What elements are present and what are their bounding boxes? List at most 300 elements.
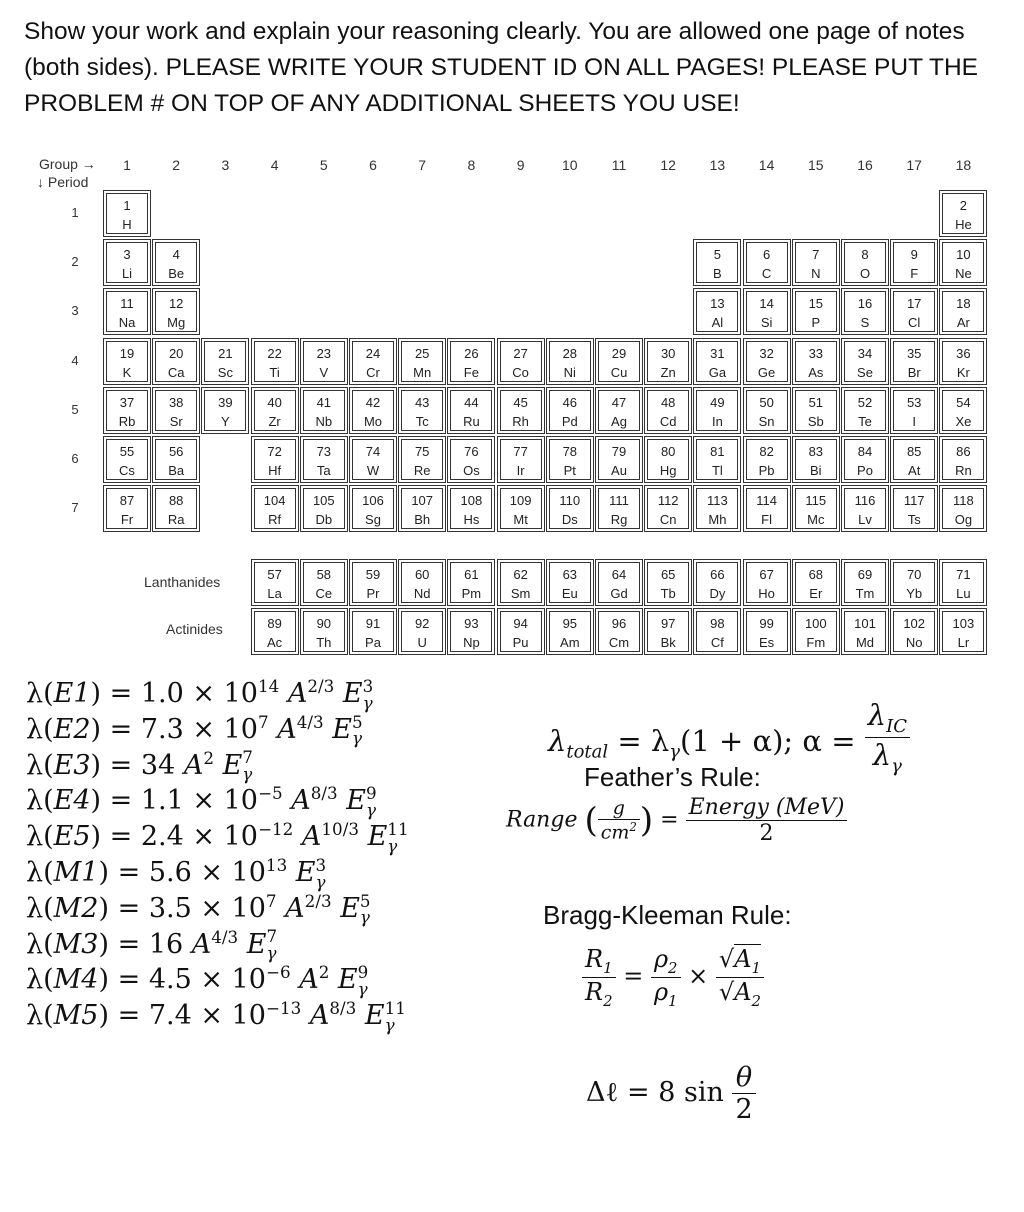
element-cell [598,611,640,652]
rho1-sub: 1 [668,991,678,1010]
element-cell [549,562,591,603]
element-symbol: Pa [365,635,381,650]
element-symbol: Cl [908,315,921,331]
element-cell [450,488,492,529]
r2: R [585,977,604,1006]
atomic-number: 95 [562,616,578,631]
atomic-number: 45 [513,394,528,410]
multipole-label: M1 [53,857,99,888]
element-cell [795,390,837,431]
element-cell [155,390,197,431]
e-power: 9 [365,783,377,804]
element-cell [942,390,984,431]
element-cell [942,488,984,529]
element-cell [746,341,788,382]
atomic-number: 117 [903,493,925,509]
atomic-number: 90 [316,616,332,631]
element-symbol: Sm [510,586,531,601]
group-number: 13 [709,157,726,173]
element-cell [893,341,935,382]
element-symbol: U [417,635,427,650]
transition-rate-eq: $\lambda(M2) = 3.5 \times 10^7$ $A^{2/3}$ E 5 γ [26,890,371,928]
element-symbol: Ca [167,364,185,380]
gamma-sub: γ [669,741,680,763]
atomic-number: 38 [168,394,184,410]
rate-coefficient: 7.3 [140,713,184,745]
element-cell [893,390,935,431]
element-cell [155,341,197,382]
rate-exponent: 7 [265,890,277,911]
element-cell [450,562,492,603]
atomic-number: 40 [267,394,282,410]
period-number: 6 [71,451,79,466]
element-cell [746,611,788,652]
atomic-number: 47 [611,394,627,410]
element-cell [893,562,935,603]
element-symbol: Bi [810,463,822,478]
atomic-number: 8 [861,247,869,263]
atomic-number: 23 [316,345,332,361]
element-cell [598,439,640,480]
element-symbol: H [122,217,132,232]
element-cell [746,439,788,480]
e-power: 3 [315,854,327,875]
bragg-title: Bragg-Kleeman Rule: [543,900,792,930]
element-cell [844,242,886,283]
element-cell [303,611,345,652]
element-cell [696,488,738,529]
element-symbol: Br [907,364,921,380]
element-cell [647,390,689,431]
element-cell [155,439,197,480]
element-symbol: Cs [119,463,135,478]
atomic-number: 19 [119,345,135,361]
group-number: 16 [857,157,873,173]
transition-rate-eq: $\lambda(E1) = 1.0 \times 10^{14}$ $A^{2/3}$ E 3 γ [26,675,374,713]
atomic-number: 36 [956,345,971,361]
element-cell [844,562,886,603]
atomic-number: 76 [464,444,479,459]
element-cell [500,341,542,382]
element-symbol: F [910,266,919,282]
element-cell [352,439,394,480]
transition-rate-eq: $\lambda(M4) = 4.5 \times 10^{-6}$ $A^2$ E 9 γ [26,962,369,999]
element-cell [942,611,984,652]
element-symbol: Be [168,266,185,282]
element-cell [204,390,246,431]
element-cell [254,439,296,480]
element-cell [696,341,738,382]
transition-rate-eq: $\lambda(E4) = 1.1 \times 10^{-5}$ $A^{8/3}$ E 9 γ [26,783,377,820]
element-symbol: Na [118,315,136,331]
atomic-number: 100 [804,616,827,631]
group-number: 15 [808,157,824,173]
rate-coefficient: 1.1 [140,785,184,817]
element-symbol: I [912,413,916,429]
element-symbol: Cr [366,364,380,380]
element-symbol: Bk [660,635,676,650]
multipole-label: E3 [53,749,91,781]
element-symbol: Re [413,463,431,478]
atomic-number: 13 [710,296,725,312]
element-cell [155,291,197,332]
period-number: 4 [71,352,79,368]
element-cell [893,291,935,332]
element-symbol: Mo [363,413,383,429]
group-number: 8 [467,157,476,173]
atomic-number: 77 [513,444,528,459]
atomic-number: 50 [759,394,774,410]
element-cell [942,291,984,332]
element-cell [893,488,935,529]
element-cell [401,390,443,431]
element-cell [155,488,197,529]
g-unit: g [612,797,625,820]
a-power: 2/3 [304,890,332,911]
delta-two: 2 [732,1093,755,1125]
rate-coefficient: 1.0 [140,678,184,709]
a-power: 4/3 [211,926,239,947]
atomic-number: 87 [119,493,135,509]
atomic-number: 102 [903,616,926,631]
element-cell [106,291,148,332]
atomic-number: 89 [267,616,282,631]
sqrt-a-ratio: $\frac{√A_1}{√A_2}$ [716,945,764,1010]
element-cell [303,439,345,480]
element-symbol: Tm [855,586,875,601]
paren-alpha: (1 + α); α = [680,723,856,758]
transition-rate-eq: $\lambda(E2) = 7.3 \times 10^7$ $A^{4/3}$ E 5 γ [26,711,363,749]
element-cell [500,611,542,652]
element-symbol: Sr [169,413,183,429]
element-cell [352,562,394,603]
element-symbol: Ba [168,463,185,478]
element-symbol: Sb [807,413,824,429]
atomic-number: 9 [910,247,918,263]
element-cell [844,291,886,332]
period-number: 1 [71,205,79,220]
element-cell [746,488,788,529]
atomic-number: 6 [762,247,771,263]
element-cell [795,439,837,480]
element-cell [254,390,296,431]
a-power: 2 [203,747,214,768]
element-symbol: Mn [413,364,432,380]
element-cell [746,242,788,283]
element-cell [401,562,443,603]
atomic-number: 31 [710,345,725,361]
element-symbol: Rg [610,512,628,528]
atomic-number: 103 [952,616,975,631]
alpha-fraction [865,698,910,777]
theta: θ [735,1062,753,1093]
atomic-number: 29 [611,345,627,361]
rate-exponent: 7 [257,711,269,732]
a-power: 10/3 [321,819,359,840]
r1: R [585,945,604,973]
element-symbol: Fm [806,635,826,650]
element-symbol: Eu [561,586,578,601]
element-symbol: Mt [513,512,528,528]
element-cell [106,488,148,529]
a-power: 2/3 [307,676,335,696]
rate-exponent: 13 [265,855,288,875]
a2-sub: 2 [751,991,762,1010]
atomic-number: 82 [759,444,774,459]
element-symbol: Lu [956,586,971,601]
element-symbol: Nb [315,413,333,429]
group-number: 5 [319,157,328,173]
atomic-number: 43 [414,394,430,410]
atomic-number: 115 [805,493,827,509]
element-cell [844,341,886,382]
element-symbol: Cn [659,512,677,528]
element-cell [795,291,837,332]
atomic-number: 88 [168,493,184,509]
lambda-gamma: λ [872,737,892,772]
cm-power: 2 [629,820,637,835]
element-symbol: Am [560,635,580,650]
element-cell [352,341,394,382]
element-symbol: Cf [710,635,724,650]
element-symbol: Zr [268,413,281,429]
element-symbol: Hf [268,463,282,478]
delta-l-lhs: Δℓ = 8 sin [586,1077,724,1108]
atomic-number: 106 [362,493,384,509]
atomic-number: 11 [120,296,134,312]
element-symbol: Os [463,463,480,478]
element-cell [401,341,443,382]
rho2: ρ [653,945,669,973]
atomic-number: 35 [906,345,922,361]
element-symbol: He [955,217,972,232]
group-header: Group → [39,156,96,172]
atomic-number: 39 [218,394,233,410]
atomic-number: 44 [464,394,479,410]
group-number: 6 [369,157,377,173]
atomic-number: 5 [713,247,721,263]
a1-sub: 1 [751,958,762,977]
element-cell [795,242,837,283]
element-symbol: At [908,463,921,478]
atomic-number: 75 [414,444,430,459]
lambda-ic: λ [867,698,887,732]
element-cell [844,611,886,652]
atomic-number: 66 [710,567,725,582]
element-symbol: In [711,413,723,429]
lambda-total-sub: total [566,741,609,763]
atomic-number: 68 [808,567,824,582]
element-symbol: Hg [659,463,677,478]
lambda-symbol: λ [548,723,567,758]
element-symbol: Ge [757,364,776,380]
atomic-number: 85 [906,444,922,459]
atomic-number: 71 [956,567,971,582]
element-symbol: Pu [512,635,529,650]
element-cell [155,242,197,283]
period-number: 2 [71,254,79,270]
element-cell [696,390,738,431]
element-symbol: Lr [957,635,970,650]
atomic-number: 1 [123,198,131,213]
element-symbol: Ag [611,413,627,429]
rate-coefficient: 34 [140,749,176,781]
rate-exponent: 14 [257,676,280,696]
a2: A [734,977,752,1006]
atomic-number: 49 [710,394,725,410]
atomic-number: 3 [123,247,131,263]
group-number: 10 [562,157,578,173]
element-symbol: Sc [217,364,233,380]
atomic-number: 57 [267,567,282,582]
rate-exponent: −12 [257,819,294,840]
atomic-number: 28 [562,345,578,361]
element-cell [500,439,542,480]
element-symbol: Pm [461,586,482,601]
atomic-number: 52 [857,394,873,410]
element-cell [106,341,148,382]
atomic-number: 37 [119,394,135,410]
atomic-number: 63 [562,567,578,582]
element-cell [303,341,345,382]
element-symbol: Pd [561,413,578,429]
atomic-number: 99 [759,616,774,631]
element-symbol: Xe [955,413,972,429]
group-number: 2 [172,157,181,173]
e-power: 11 [387,818,409,839]
group-number: 9 [516,157,525,173]
element-cell [254,488,296,529]
atomic-number: 33 [808,345,824,361]
atomic-number: 32 [759,345,774,361]
instructions-text: Show your work and explain your reasoning clearly. You are allowed one page of notes (both sides). PLEASE WRITE YOUR STUDENT ID ON ALL PAGES! PLEASE PUT THE PROBLEM # ON TOP OF ANY ADDITIONAL SHEETS YOU USE! [24,18,978,117]
element-cell [795,488,837,529]
element-cell [696,611,738,652]
atomic-number: 104 [263,493,286,509]
rate-coefficient: 5.6 [148,857,192,888]
element-symbol: Hs [463,512,480,528]
atomic-number: 83 [808,444,824,459]
feather-two: 2 [686,820,848,846]
element-symbol: Cm [608,635,630,650]
atomic-number: 14 [759,296,774,312]
range-word: Range [506,807,578,833]
element-symbol: Rb [118,413,136,429]
element-symbol: Sn [758,413,775,429]
e-power: 5 [351,711,363,732]
element-symbol: Ir [516,463,525,478]
element-symbol: Yb [906,586,923,601]
equals-lambda: = λ [617,723,670,758]
atomic-number: 46 [562,394,578,410]
atomic-number: 61 [464,567,479,582]
atomic-number: 109 [509,493,532,509]
atomic-number: 56 [168,444,184,459]
element-symbol: Mc [807,512,825,528]
period-number: 7 [71,500,79,516]
atomic-number: 107 [411,493,434,509]
group-number: 17 [906,157,922,173]
element-symbol: Th [316,635,332,650]
element-cell [746,291,788,332]
element-cell [844,488,886,529]
e-power: 3 [362,675,374,696]
atomic-number: 60 [414,567,430,582]
element-cell [450,390,492,431]
r1-sub: 1 [603,958,613,977]
element-cell [549,439,591,480]
atomic-number: 16 [857,296,873,312]
period-number: 3 [71,303,79,319]
element-cell [303,488,345,529]
element-symbol: Te [858,413,872,429]
atomic-number: 91 [365,616,381,631]
element-symbol: B [713,266,722,282]
a-power: 8/3 [329,998,357,1019]
atomic-number: 114 [756,493,777,509]
period-number: 5 [71,401,79,417]
element-symbol: Au [611,463,627,478]
group-number: 11 [611,157,627,173]
element-symbol: Es [759,635,775,650]
atomic-number: 27 [513,345,528,361]
a-power: 2 [318,962,330,983]
atomic-number: 20 [168,345,184,361]
atomic-number: 4 [172,247,180,263]
element-cell [254,562,296,603]
element-symbol: N [811,266,821,282]
element-cell [598,390,640,431]
element-cell [303,390,345,431]
element-symbol: Y [221,413,230,429]
element-symbol: C [761,266,772,282]
e-power: 7 [266,926,278,947]
multipole-label: M3 [53,928,99,960]
element-symbol: Pr [366,586,380,601]
multipole-label: E4 [53,785,91,817]
atomic-number: 110 [559,493,581,509]
element-symbol: Ar [956,315,970,331]
element-symbol: Lv [858,512,872,528]
element-cell [746,562,788,603]
element-cell [893,439,935,480]
transition-rate-eq: $\lambda(E5) = 2.4 \times 10^{-12}$ $A^{10/3}$ E 11 γ [26,818,409,856]
atomic-number: 86 [956,444,971,459]
element-cell [106,193,148,234]
multipole-label: M4 [53,964,99,996]
element-cell [204,341,246,382]
atomic-number: 64 [611,567,627,582]
element-symbol: Fl [761,512,773,528]
element-symbol: Tc [415,413,429,429]
atomic-number: 34 [857,345,873,361]
element-cell [696,439,738,480]
lanthanides-label: Lanthanides [144,574,221,590]
element-symbol: V [319,364,329,380]
energy-mev: Energy (MeV) [688,795,845,820]
atomic-number: 112 [657,493,679,509]
atomic-number: 96 [611,616,627,631]
rate-exponent: −6 [265,962,291,983]
element-symbol: Kr [956,364,970,380]
atomic-number: 65 [660,567,676,582]
multipole-label: E5 [53,821,91,853]
period-header: ↓ Period [37,174,89,190]
element-cell [549,341,591,382]
e-power: 7 [242,747,253,768]
atomic-number: 74 [365,444,381,459]
element-symbol: O [859,266,871,282]
